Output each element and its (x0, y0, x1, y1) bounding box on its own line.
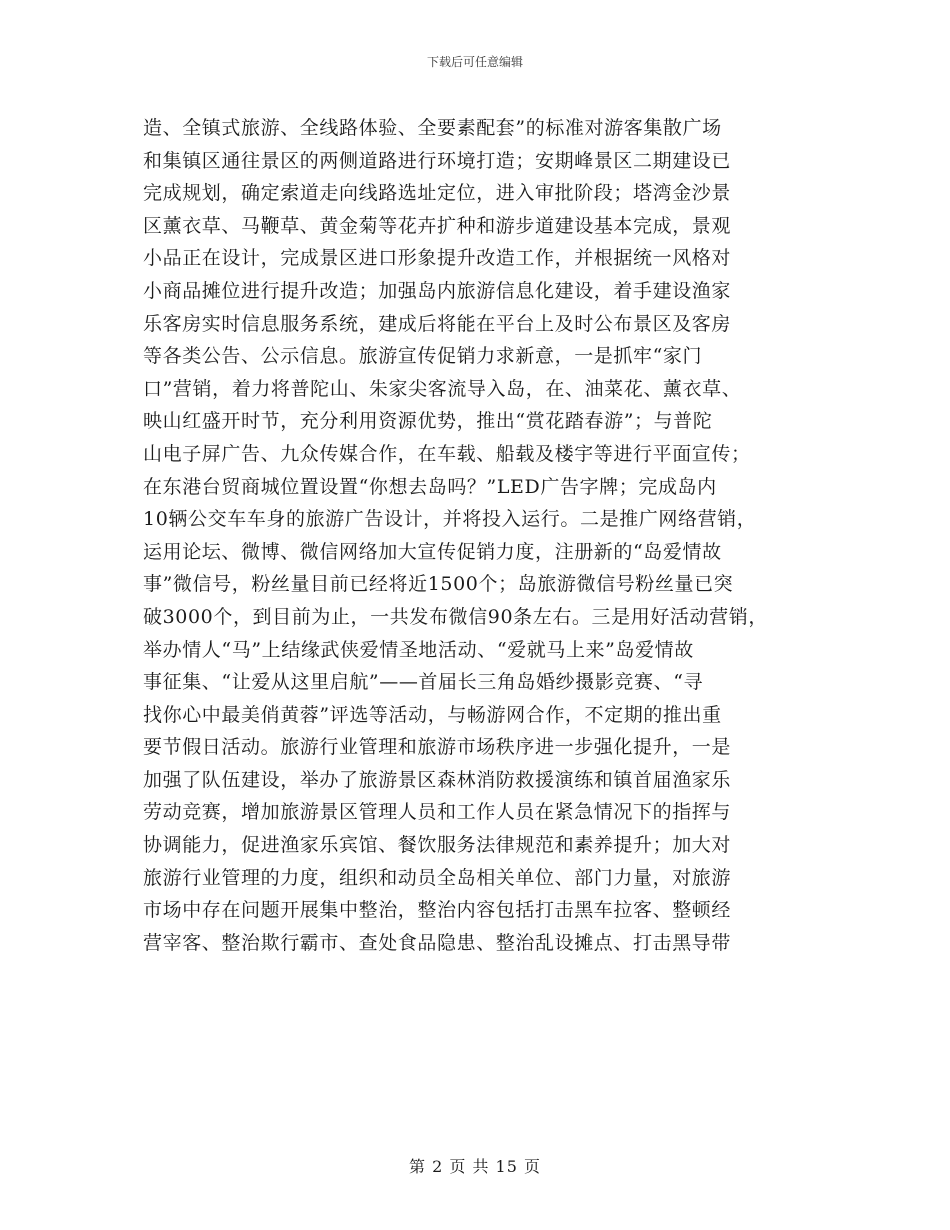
text-line: 加强了队伍建设，举办了旅游景区森林消防救援演练和镇首届渔家乐 (143, 768, 732, 791)
text-line: 市场中存在问题开展集中整治，整治内容包括打击黑车拉客、整顿经 (143, 899, 732, 922)
text-line: 事”微信号，粉丝量目前已经将近1500个；岛旅游微信号粉丝量已突 (143, 573, 734, 596)
text-line: 乐客房实时信息服务系统，建成后将能在平台上及时公布景区及客房 (143, 312, 732, 335)
page-header: 下载后可任意编辑 (426, 55, 523, 69)
text-line: 小品正在设计，完成景区进口形象提升改造工作，并根据统一风格对 (143, 247, 732, 270)
text-line: 区薰衣草、马鞭草、黄金菊等花卉扩种和游步道建设基本完成，景观 (143, 214, 732, 237)
document-body (143, 112, 823, 959)
text-line: 和集镇区通往景区的两侧道路进行环境打造；安期峰景区二期建设已 (143, 149, 732, 172)
page-footer: 第 2 页 共 15 页 (409, 1157, 541, 1176)
text-line: 10辆公交车车身的旅游广告设计，并将投入运行。二是推广网络营销， (143, 508, 757, 531)
text-line: 营宰客、整治欺行霸市、查处食品隐患、整治乱设摊点、打击黑导带 (143, 931, 732, 954)
text-line: 完成规划，确定索道走向线路选址定位，进入审批阶段；塔湾金沙景 (143, 182, 732, 205)
text-line: 旅游行业管理的力度，组织和动员全岛相关单位、部门力量，对旅游 (143, 866, 732, 889)
text-line: 运用论坛、微博、微信网络加大宣传促销力度，注册新的“岛爱情故 (143, 540, 722, 563)
text-line: 造、全镇式旅游、全线路体验、全要素配套”的标准对游客集散广场 (143, 117, 722, 139)
text-line: 事征集、“让爱从这里启航”——首届长三角岛婚纱摄影竞赛、“寻 (143, 671, 704, 694)
text-line: 破3000个，到目前为止，一共发布微信90条左右。三是用好活动营销， (143, 605, 768, 628)
text-line: 要节假日活动。旅游行业管理和旅游市场秩序进一步强化提升，一是 (143, 736, 732, 759)
text-line: 协调能力，促进渔家乐宾馆、餐饮服务法律规范和素养提升；加大对 (143, 834, 732, 857)
text-line: 小商品摊位进行提升改造；加强岛内旅游信息化建设，着手建设渔家 (143, 279, 732, 302)
text-line: 在东港台贸商城位置设置“你想去岛吗？”LED广告字牌；完成岛内 (143, 475, 717, 498)
text-line: 找你心中最美俏黄蓉”评选等活动，与畅游网合作，不定期的推出重 (143, 703, 722, 726)
text-line: 举办情人“马”上结缘武侠爱情圣地活动、“爱就马上来”岛爱情故 (143, 638, 694, 661)
text-line: 山电子屏广告、九众传媒合作，在车载、船载及楼宇等进行平面宣传； (143, 442, 751, 465)
text-line: 等各类公告、公示信息。旅游宣传促销力求新意，一是抓牢“家门 (143, 345, 703, 368)
text-line: 劳动竞赛，增加旅游景区管理人员和工作人员在紧急情况下的指挥与 (143, 801, 732, 824)
text-line: 映山红盛开时节，充分利用资源优势，推出“赏花踏春游”；与普陀 (143, 410, 713, 433)
text-line: 口”营销，着力将普陀山、朱家尖客流导入岛，在、油菜花、薰衣草、 (143, 377, 742, 400)
